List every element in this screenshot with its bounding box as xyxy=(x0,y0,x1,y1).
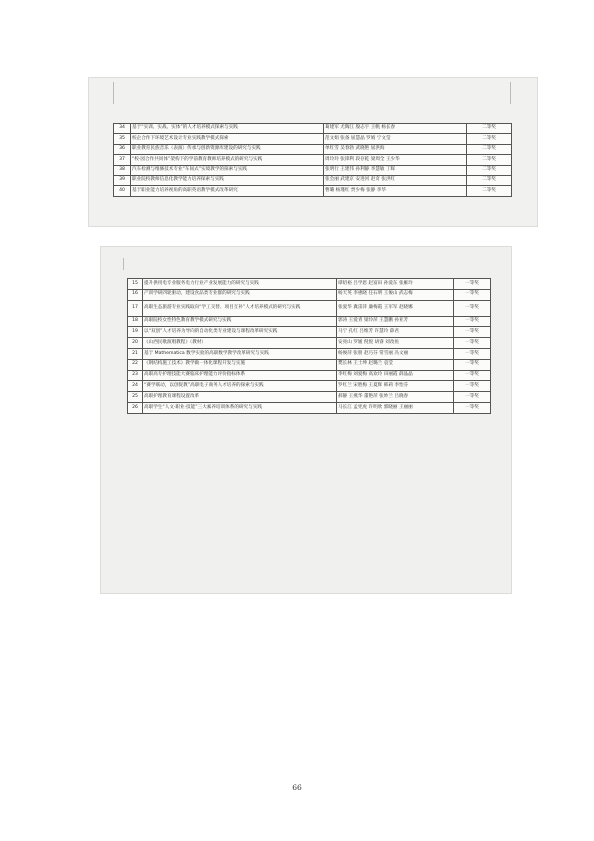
authors-cell: 范文娟 张备 屈慧晶 罗娟 宁文莹 xyxy=(324,134,467,144)
scan-edge-mark xyxy=(123,258,124,270)
table-row xyxy=(128,359,491,370)
scan-edge-mark xyxy=(113,82,114,104)
award-level: 一等奖 xyxy=(454,370,491,381)
table-row xyxy=(128,348,491,359)
award-level: 二等奖 xyxy=(467,144,512,154)
authors-cell: 谭绍裕 吕学恩 赵富田 孙爱东 张雁玲 xyxy=(337,279,454,290)
row-number: 40 xyxy=(114,186,131,196)
table-row xyxy=(128,338,491,349)
project-title: “赛学联动，以创促教”高职电子商务人才培养的探索与实践 xyxy=(143,381,337,392)
row-number: 38 xyxy=(114,165,131,175)
award-level: 一等奖 xyxy=(454,392,491,403)
table-row xyxy=(128,289,491,300)
table-row xyxy=(128,316,491,327)
row-number: 23 xyxy=(128,370,143,381)
project-title: 以“双创”人才培养为导向的自动化类专业建设与课程改革研究实践 xyxy=(143,327,337,338)
project-title: 提升供用电专业服务电力行业产业发展能力的研究与实践 xyxy=(143,279,337,290)
project-title: 汽车检测与维修技术专业“车间式”实境教学的探索与实践 xyxy=(131,165,324,175)
row-number: 18 xyxy=(128,316,143,327)
row-number: 35 xyxy=(114,134,131,144)
table-row xyxy=(114,186,512,196)
project-title: “校·园合作共同体”架构下的学前教育教师培养模式的研究与实践 xyxy=(131,155,324,165)
row-number: 34 xyxy=(114,124,131,134)
row-number: 37 xyxy=(114,155,131,165)
table-row xyxy=(128,300,491,316)
award-level: 二等奖 xyxy=(467,165,512,175)
table-row xyxy=(128,381,491,392)
row-number: 19 xyxy=(128,327,143,338)
authors-cell: 杨俊萍 张朋 赵巧芬 常雪丽 冯文丽 xyxy=(337,348,454,359)
scan-edge-mark xyxy=(510,82,511,104)
table-row xyxy=(114,175,512,185)
award-level: 一等奖 xyxy=(454,316,491,327)
row-number: 36 xyxy=(114,144,131,154)
table-row xyxy=(114,134,512,144)
project-title: 高职院校女性特色教育教学模式研究与实践 xyxy=(143,316,337,327)
project-title: 高职生态旅游专业实践取向“学工交替、项目互补”人才培养模式的研究与实践 xyxy=(143,300,337,316)
award-level: 二等奖 xyxy=(467,124,512,134)
row-number: 26 xyxy=(128,402,143,413)
project-title: 职业教育民族音乐（表演）传承与创新资源库建设的研究与实践 xyxy=(131,144,324,154)
award-table-bottom xyxy=(127,278,491,414)
authors-cell: 杨天英 李惠晓 任石明 王俊山 武志梅 xyxy=(337,289,454,300)
project-title: 基于 Mathematica 数学实验的高职数学教学改革研究与实践 xyxy=(143,348,337,359)
project-title: 高职学生“人文·职业·技能”三大素养培训体系的研究与实践 xyxy=(143,402,337,413)
row-number: 24 xyxy=(128,381,143,392)
authors-cell: 张明行 王建伟 孙利静 李慧敏 丁晖 xyxy=(324,165,467,175)
authors-cell: 李红梅 刘爱梅 高欢玲 田丽霞 薛晶晶 xyxy=(337,370,454,381)
authors-cell: 马长江 孟宪虎 许明欣 郭晓丽 王丽丽 xyxy=(337,402,454,413)
project-title: 产训学研四轮驱动，建设食品类专业群的研究与实践 xyxy=(143,289,337,300)
project-title: 校企合作下环境艺术设计专业实践教学模式探索 xyxy=(131,134,324,144)
table-row xyxy=(128,392,491,403)
table-row xyxy=(128,370,491,381)
table-row xyxy=(114,144,512,154)
award-level: 二等奖 xyxy=(467,175,512,185)
authors-cell: 周玲玲 张锋利 段存乾 梁周全 王少华 xyxy=(324,155,467,165)
authors-cell: 单红雪 吴春勃 武晓艳 屈洪海 xyxy=(324,144,467,154)
authors-cell: 郝静 王燕华 董艳萍 张妙兰 吕晓春 xyxy=(337,392,454,403)
authors-cell: 曹璐 杨瑾红 贾少梅 张静 李华 xyxy=(324,186,467,196)
row-number: 15 xyxy=(128,279,143,290)
row-number: 25 xyxy=(128,392,143,403)
project-title: 基于“实训、实战、实体”的人才培养模式探索与实践 xyxy=(131,124,324,134)
award-level: 一等奖 xyxy=(454,279,491,290)
award-level: 一等奖 xyxy=(454,348,491,359)
award-level: 二等奖 xyxy=(467,186,512,196)
authors-cell: 马宁 孔红 吕维芳 许慧玲 薛君 xyxy=(337,327,454,338)
award-level: 一等奖 xyxy=(454,402,491,413)
table-row xyxy=(128,279,491,290)
row-number: 39 xyxy=(114,175,131,185)
project-title: 高职高专护理技能大赛临床护理能力评价指标体系 xyxy=(143,370,337,381)
award-level: 一等奖 xyxy=(454,381,491,392)
project-title: 高职护理教育课程设置改革 xyxy=(143,392,337,403)
page-number: 66 xyxy=(292,783,302,792)
project-title: 《钢结构施工技术》教学做一体化课程开发与实施 xyxy=(143,359,337,370)
award-level: 一等奖 xyxy=(454,300,491,316)
table-row xyxy=(128,327,491,338)
award-level: 一等奖 xyxy=(454,327,491,338)
authors-cell: 葛建军 尤陶江 殷志宇 王帆 杨长春 xyxy=(324,124,467,134)
table-row xyxy=(114,165,512,175)
row-number: 17 xyxy=(128,300,143,316)
authors-cell: 郭涛 王爱青 梁玲萍 王慧鹏 孙亚芳 xyxy=(337,316,454,327)
row-number: 21 xyxy=(128,348,143,359)
project-title: 基于职业能力培养视角的高职英语教学模式改革研究 xyxy=(131,186,324,196)
table-row xyxy=(128,402,491,413)
award-level: 二等奖 xyxy=(467,155,512,165)
award-level: 一等奖 xyxy=(454,338,491,349)
row-number: 16 xyxy=(128,289,143,300)
authors-cell: 张会丽 武建京 安进河 赵奇 张洪红 xyxy=(324,175,467,185)
award-level: 二等奖 xyxy=(467,134,512,144)
award-level: 一等奖 xyxy=(454,359,491,370)
authors-cell: 樊长林 王士坤 赵璐兰 袁莹 xyxy=(337,359,454,370)
table-row xyxy=(114,155,512,165)
authors-cell: 安亮山 罗媛 倪悦 胡睿 刘改鱼 xyxy=(337,338,454,349)
table-row xyxy=(114,124,512,134)
row-number: 22 xyxy=(128,359,143,370)
authors-cell: 罗红兰 宋胜梅 王夏辉 韩莉 李怡芬 xyxy=(337,381,454,392)
project-title: 《山西民歌演唱教程》（教材） xyxy=(143,338,337,349)
authors-cell: 张爱华 冀雷萍 廉梅霞 王军军 赵晓娜 xyxy=(337,300,454,316)
row-number: 20 xyxy=(128,338,143,349)
award-level: 一等奖 xyxy=(454,289,491,300)
award-table-top xyxy=(113,123,512,197)
project-title: 职业院校教师信息化教学能力培养探索与实践 xyxy=(131,175,324,185)
